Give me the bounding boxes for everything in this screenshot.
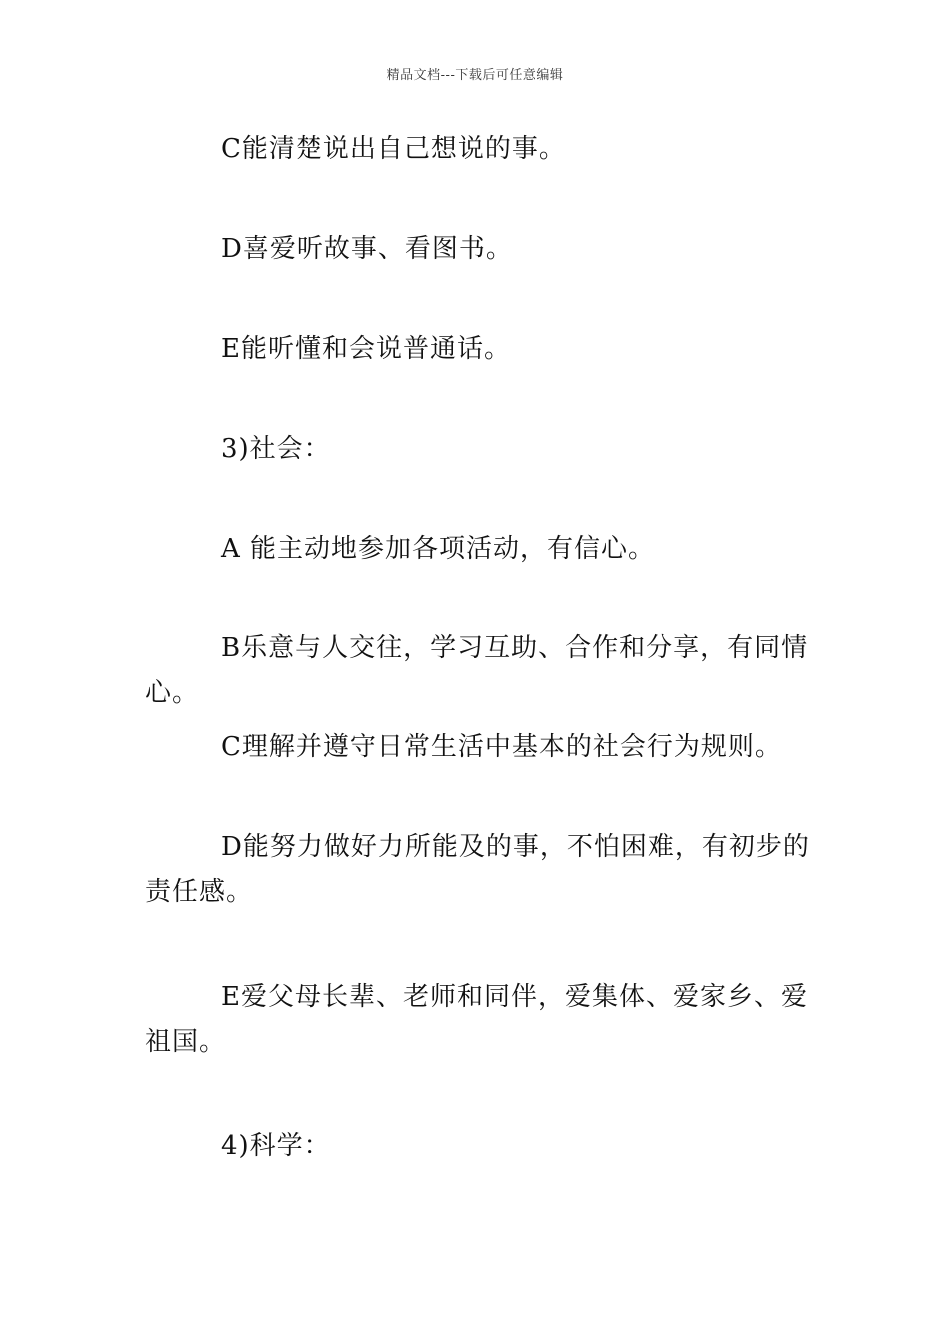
- section-heading-society: 3)社会：: [221, 434, 331, 464]
- paragraph-society-c: C理解并遵守日常生活中基本的社会行为规则。: [221, 732, 782, 762]
- paragraph-society-a: A 能主动地参加各项活动，有信心。: [221, 534, 656, 564]
- paragraph-society-b: B乐意与人交往，学习互助、合作和分享，有同情心。: [145, 633, 809, 708]
- paragraph-language-c: C能清楚说出自己想说的事。: [221, 134, 566, 164]
- page-header: 精品文档---下载后可任意编辑: [386, 68, 564, 83]
- paragraph-society-d: D能努力做好力所能及的事，不怕困难，有初步的责任感。: [145, 832, 810, 907]
- paragraph-society-e: E爱父母长辈、老师和同伴，爱集体、爱家乡、爱祖国。: [145, 982, 808, 1057]
- paragraph-language-e: E能听懂和会说普通话。: [221, 334, 511, 364]
- paragraph-language-d: D喜爱听故事、看图书。: [221, 234, 513, 264]
- section-heading-science: 4)科学：: [221, 1131, 331, 1161]
